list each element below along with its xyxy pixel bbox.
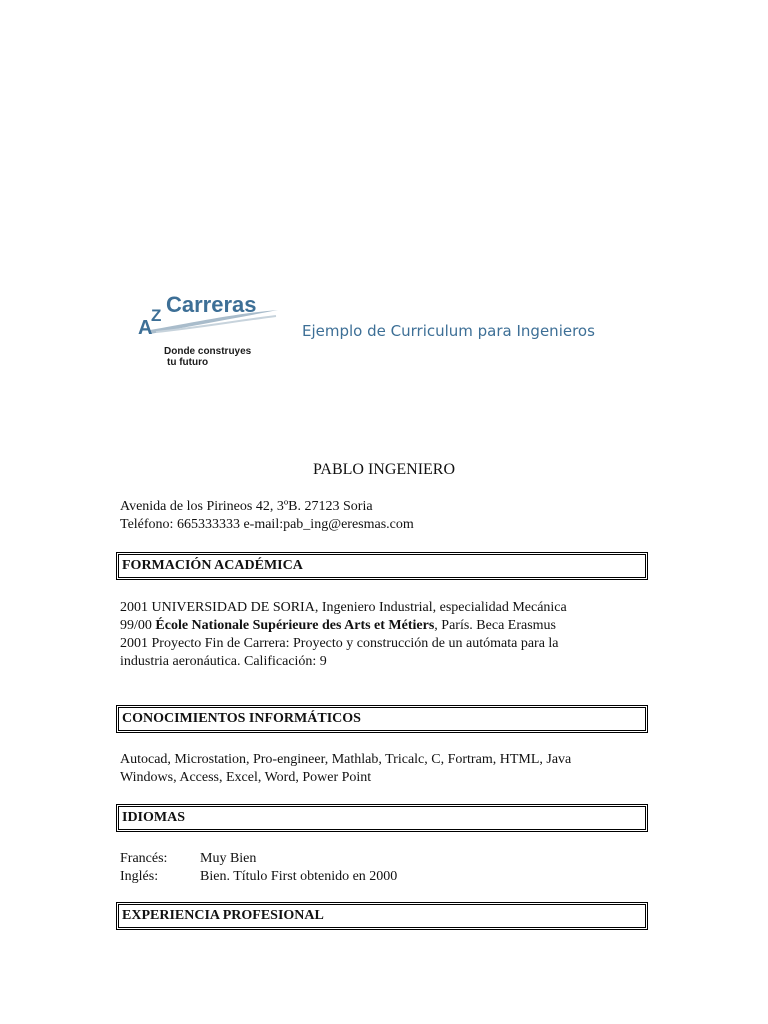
- logo-mark-icon: [136, 288, 286, 348]
- candidate-name: PABLO INGENIERO: [312, 461, 456, 478]
- formacion-line-2: 99/00 École Nationale Supérieure des Arts et Métiers, París. Beca Erasmus: [120, 618, 556, 633]
- formacion-line-1: 2001 UNIVERSIDAD DE SORIA, Ingeniero Industrial, especialidad Mecánica: [120, 600, 567, 615]
- informatica-line-1: Autocad, Microstation, Pro-engineer, Mathlab, Tricalc, C, Fortram, HTML, Java: [120, 752, 572, 767]
- document-subtitle: Ejemplo de Curriculum para Ingenieros: [302, 322, 595, 340]
- contact-line: Teléfono: 665333333 e-mail:pab_ing@eresmas.com: [120, 517, 414, 532]
- language-row: Francés: Muy Bien: [120, 851, 257, 866]
- idiomas-content: [120, 850, 650, 886]
- svg-text:Z: Z: [151, 306, 162, 325]
- contact-block: [120, 498, 650, 534]
- section-header-experiencia: EXPERIENCIA PROFESIONAL: [118, 904, 646, 928]
- svg-text:A: A: [138, 317, 153, 339]
- formacion-content: [120, 599, 650, 671]
- company-logo: [136, 288, 286, 378]
- formacion-line-3: 2001 Proyecto Fin de Carrera: Proyecto y construcción de un autómata para la: [120, 636, 559, 651]
- section-header-idiomas: IDIOMAS: [118, 806, 646, 830]
- logo-brand-text: Carreras: [166, 292, 257, 317]
- informatica-content: [120, 751, 650, 787]
- informatica-line-2: Windows, Access, Excel, Word, Power Point: [120, 770, 372, 785]
- language-row: Inglés: Bien. Título First obtenido en 2000: [120, 869, 398, 884]
- section-header-informatica: CONOCIMIENTOS INFORMÁTICOS: [118, 707, 646, 731]
- address-line: Avenida de los Pirineos 42, 3ºB. 27123 Soria: [120, 499, 373, 514]
- section-header-formacion: FORMACIÓN ACADÉMICA: [118, 554, 646, 578]
- formacion-line-4: industria aeronáutica. Calificación: 9: [120, 654, 327, 669]
- logo-tagline: Donde construyes tu futuro: [164, 346, 252, 368]
